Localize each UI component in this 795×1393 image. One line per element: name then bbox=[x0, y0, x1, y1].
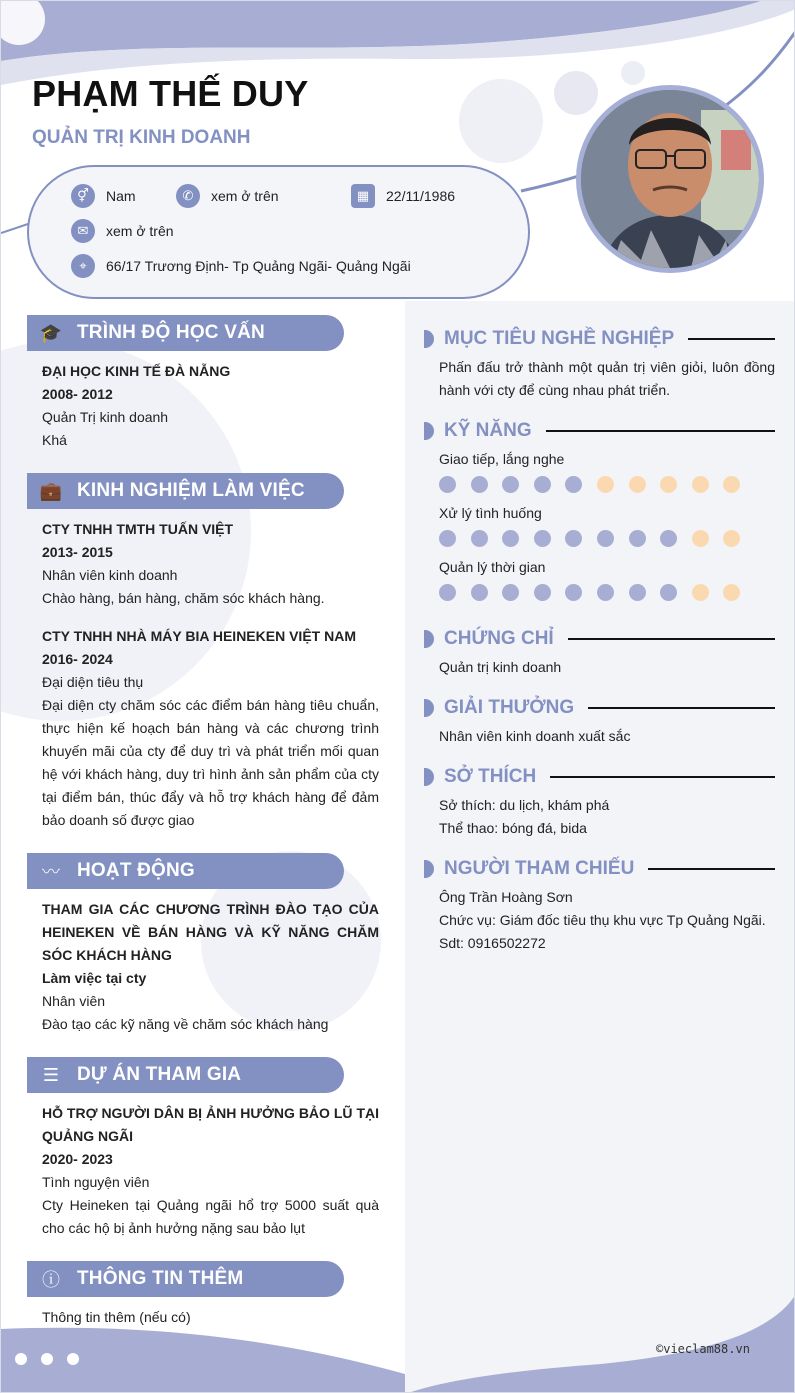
briefcase-icon: 💼 bbox=[39, 480, 63, 501]
pulse-icon: 〰 bbox=[42, 862, 60, 882]
phone-value: xem ở trên bbox=[211, 188, 279, 204]
additional-text: Thông tin thêm (nếu có) bbox=[42, 1309, 191, 1325]
project-description: Cty Heineken tại Quảng ngãi hổ trợ 5000 suất quà cho các hộ bị ảnh hưởng nặng sau bảo lụt bbox=[42, 1197, 379, 1236]
project-title: HỖ TRỢ NGƯỜI DÂN BỊ ẢNH HƯỞNG BẢO LŨ TẠI QUẢNG NGÃI bbox=[42, 1105, 379, 1144]
reference-name: Ông Trần Hoàng Sơn bbox=[439, 889, 573, 905]
watermark: ©vieclam88.vn bbox=[656, 1342, 750, 1356]
birthday-value: 22/11/1986 bbox=[386, 188, 456, 204]
skill-dot-filled bbox=[565, 530, 582, 547]
skill-dot-filled bbox=[502, 584, 519, 601]
skill-dot-filled bbox=[565, 476, 582, 493]
activity-place: Làm việc tại cty bbox=[42, 970, 147, 986]
skill-dot-empty bbox=[723, 584, 740, 601]
activity-title: THAM GIA CÁC CHƯƠNG TRÌNH ĐÀO TẠO CỦA HEINEKEN VỀ BÁN HÀNG VÀ KỸ NĂNG CHĂM SÓC KHÁCH HÀNG bbox=[42, 901, 379, 963]
skill-dot-filled bbox=[534, 476, 551, 493]
experience-description: Đại diện cty chăm sóc các điểm bán hàng tiêu chuẩn, thực hiện kế hoạch bán hàng và các chương trình khuyến mãi của cty để duy trì và phát triển mối quan hệ với khách hàng, duy trì hình ảnh sản phẩm của cty tại điểm bán, thúc đẩy và hỗ trợ khách hàng để đảm bảo doanh số được giao bbox=[42, 697, 379, 828]
additional-entry bbox=[42, 1306, 379, 1329]
experience-company: CTY TNHH NHÀ MÁY BIA HEINEKEN VIỆT NAM bbox=[42, 628, 356, 644]
skill-dot-filled bbox=[502, 476, 519, 493]
skill-dot-filled bbox=[439, 584, 456, 601]
skill-name-1: Giao tiếp, lắng nghe bbox=[439, 451, 565, 467]
skill-dot-filled bbox=[439, 476, 456, 493]
job-title: QUẢN TRỊ KINH DOANH bbox=[32, 127, 251, 148]
skill-dot-empty bbox=[723, 530, 740, 547]
skill-dot-empty bbox=[692, 584, 709, 601]
skill-dot-filled bbox=[471, 584, 488, 601]
certificates-heading: CHỨNG CHỈ bbox=[424, 625, 775, 653]
objective-text: Phấn đấu trở thành một quản trị viên giỏi, luôn đồng hành với cty để cùng nhau phát triển. bbox=[439, 359, 775, 398]
skill-dot-empty bbox=[629, 476, 646, 493]
reference-position: Chức vụ: Giám đốc tiêu thụ khu vực Tp Quảng Ngãi. bbox=[439, 912, 766, 928]
skill-dot-filled bbox=[534, 584, 551, 601]
avatar bbox=[576, 85, 764, 273]
experience-description: Chào hàng, bán hàng, chăm sóc khách hàng. bbox=[42, 590, 325, 606]
skill-dot-filled bbox=[439, 530, 456, 547]
skill-dot-filled bbox=[629, 530, 646, 547]
education-school: ĐẠI HỌC KINH TẾ ĐÀ NẴNG bbox=[42, 363, 231, 379]
experience-role: Nhân viên kinh doanh bbox=[42, 567, 178, 583]
reference-phone: Sdt: 0916502272 bbox=[439, 935, 546, 951]
contact-address bbox=[71, 254, 411, 278]
phone-icon: ✆ bbox=[176, 184, 200, 208]
education-grade: Khá bbox=[42, 432, 67, 448]
skill-dot-filled bbox=[597, 584, 614, 601]
hobbies-heading: SỞ THÍCH bbox=[424, 763, 775, 791]
project-role: Tình nguyện viên bbox=[42, 1174, 150, 1190]
awards-heading: GIẢI THƯỞNG bbox=[424, 694, 775, 722]
skill-dot-empty bbox=[692, 476, 709, 493]
skill-rating-3 bbox=[439, 584, 755, 601]
project-period: 2020- 2023 bbox=[42, 1151, 113, 1167]
awards-text: Nhân viên kinh doanh xuất sắc bbox=[439, 728, 631, 744]
skill-dot-filled bbox=[502, 530, 519, 547]
experience-entry-1 bbox=[42, 518, 379, 610]
hobbies-line-2: Thể thao: bóng đá, bida bbox=[439, 820, 587, 836]
email-value: xem ở trên bbox=[106, 223, 174, 239]
contact-gender bbox=[71, 184, 136, 208]
hobbies-text bbox=[439, 794, 775, 840]
activity-role: Nhân viên bbox=[42, 993, 106, 1009]
skill-dot-filled bbox=[471, 476, 488, 493]
projects-heading: ☰ DỰ ÁN THAM GIA bbox=[27, 1057, 344, 1093]
education-period: 2008- 2012 bbox=[42, 386, 113, 402]
project-entry bbox=[42, 1102, 379, 1240]
skill-dot-filled bbox=[471, 530, 488, 547]
skill-name-3: Quản lý thời gian bbox=[439, 559, 546, 575]
experience-role: Đại diện tiêu thụ bbox=[42, 674, 144, 690]
contact-email bbox=[71, 219, 174, 243]
additional-heading: ⓘ THÔNG TIN THÊM bbox=[27, 1261, 344, 1297]
experience-company: CTY TNHH TMTH TUẤN VIỆT bbox=[42, 521, 234, 537]
info-icon: ⓘ bbox=[42, 1270, 60, 1290]
location-icon: ⌖ bbox=[71, 254, 95, 278]
skill-dot-empty bbox=[597, 476, 614, 493]
activities-heading: 〰 HOẠT ĐỘNG bbox=[27, 853, 344, 889]
skill-dot-filled bbox=[660, 584, 677, 601]
activity-description: Đào tạo các kỹ năng về chăm sóc khách hàng bbox=[42, 1016, 329, 1032]
education-major: Quản Trị kinh doanh bbox=[42, 409, 169, 425]
skill-dot-filled bbox=[629, 584, 646, 601]
address-value: 66/17 Trương Định- Tp Quảng Ngãi- Quảng Ngãi bbox=[106, 258, 411, 274]
activity-entry bbox=[42, 898, 379, 1036]
skill-dot-filled bbox=[660, 530, 677, 547]
hobbies-line-1: Sở thích: du lịch, khám phá bbox=[439, 797, 610, 813]
skill-rating-2 bbox=[439, 530, 755, 547]
objective-heading: MỤC TIÊU NGHỀ NGHIỆP bbox=[424, 325, 775, 353]
references-heading: NGƯỜI THAM CHIẾU bbox=[424, 855, 775, 883]
email-icon: ✉ bbox=[71, 219, 95, 243]
skill-rating-1 bbox=[439, 476, 755, 493]
references-text bbox=[439, 886, 775, 955]
contact-phone bbox=[176, 184, 279, 208]
calendar-icon: ▦ bbox=[351, 184, 375, 208]
candidate-name: PHẠM THẾ DUY bbox=[32, 73, 309, 114]
experience-entry-2 bbox=[42, 625, 379, 832]
contact-birthday bbox=[351, 184, 455, 208]
layers-icon: ☰ bbox=[42, 1064, 60, 1085]
graduation-cap-icon: 🎓 bbox=[39, 322, 63, 343]
experience-period: 2016- 2024 bbox=[42, 651, 113, 667]
skill-dot-filled bbox=[597, 530, 614, 547]
skill-dot-empty bbox=[692, 530, 709, 547]
gender-icon: ⚥ bbox=[71, 184, 95, 208]
skill-dot-empty bbox=[723, 476, 740, 493]
skill-name-2: Xử lý tình huống bbox=[439, 505, 542, 521]
certificates-text: Quản trị kinh doanh bbox=[439, 659, 562, 675]
skill-dot-filled bbox=[565, 584, 582, 601]
education-heading: 🎓 TRÌNH ĐỘ HỌC VẤN bbox=[27, 315, 344, 351]
contact-info-box bbox=[27, 165, 530, 299]
skills-heading: KỸ NĂNG bbox=[424, 417, 775, 445]
gender-value: Nam bbox=[106, 188, 136, 204]
skill-dot-filled bbox=[534, 530, 551, 547]
experience-period: 2013- 2015 bbox=[42, 544, 113, 560]
skill-dot-empty bbox=[660, 476, 677, 493]
education-entry bbox=[42, 360, 379, 452]
experience-heading: 💼 KINH NGHIỆM LÀM VIỆC bbox=[27, 473, 344, 509]
